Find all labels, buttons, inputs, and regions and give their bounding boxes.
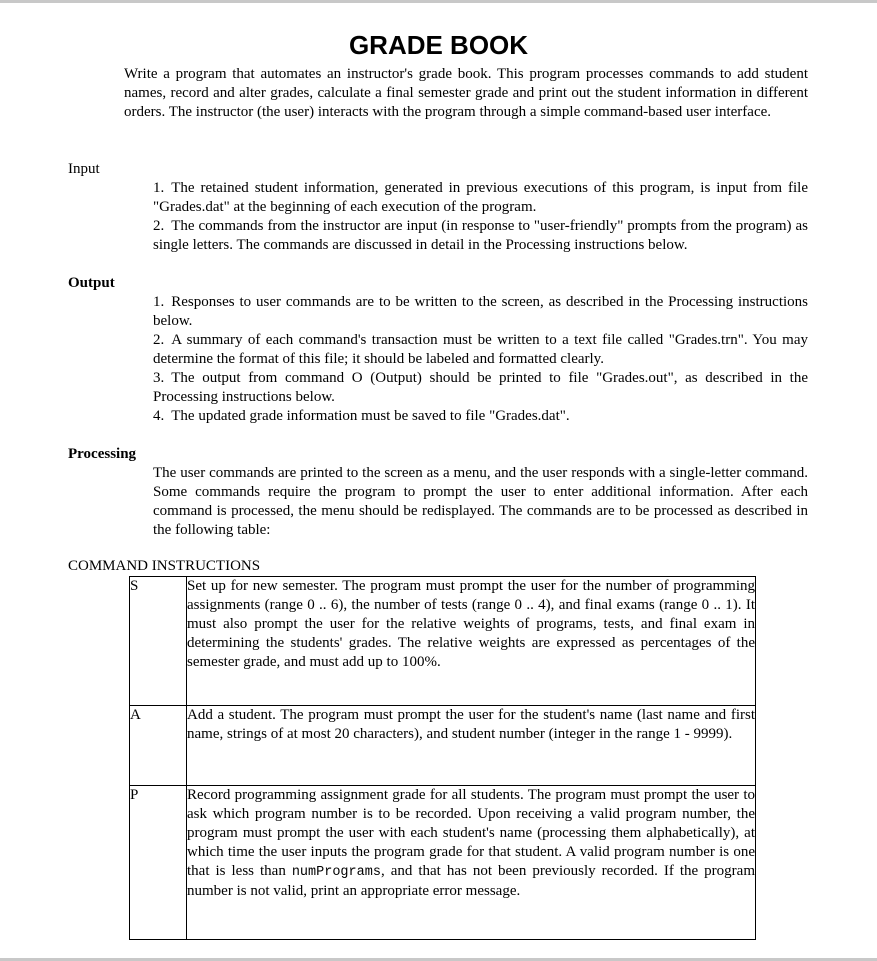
page-title: GRADE BOOK (348, 30, 529, 61)
output-list (153, 293, 808, 426)
command-instructions-heading: COMMAND INSTRUCTIONS (68, 558, 261, 574)
command-letter: P (130, 786, 187, 940)
command-description-text-end: , and that has not been previously recorded. If the program number is not valid, print an appropriate error message. (187, 863, 755, 899)
input-item-2-number: 2. (153, 218, 165, 234)
input-item-1 (153, 179, 808, 217)
input-item-1-text: The retained student information, generated in previous executions of this program, is input from file "Grades.dat" at the beginning of each execution of the program. (153, 180, 808, 215)
command-letter: A (130, 706, 187, 786)
output-item-4 (153, 407, 808, 426)
output-item-2-number: 2. (153, 332, 165, 348)
output-label: Output (68, 275, 115, 291)
processing-paragraph: The user commands are printed to the screen as a menu, and the user responds with a single-letter command. Some commands require the program to prompt the user to enter additional information. After each command is processed, the menu should be redisplayed. The commands are to be processed as described in the following table: (153, 465, 808, 538)
output-item-1-text: Responses to user commands are to be written to the screen, as described in the Processing instructions below. (153, 294, 808, 329)
command-description: Set up for new semester. The program must prompt the user for the number of programming assignments (range 0 .. 6), the number of tests (range 0 .. 4), and final exams (range 0 .. 1). It must also prompt the user for the relative weights of programs, tests, and final exam in determining the students' grades. The relative weights are expressed as percentages of the semester grade, and must add up to 100%. (187, 577, 756, 706)
input-item-1-number: 1. (153, 180, 165, 196)
command-description (187, 786, 756, 940)
output-item-3 (153, 369, 808, 407)
output-item-1 (153, 293, 808, 331)
output-item-4-text: The updated grade information must be saved to file "Grades.dat". (171, 408, 570, 424)
command-letter: S (130, 577, 187, 706)
output-item-2-text: A summary of each command's transaction must be written to a text file called "Grades.trn". You may determine the format of this file; it should be labeled and formatted clearly. (153, 332, 808, 367)
command-description-text: Record programming assignment grade for all students. The program must prompt the user to ask which program number is to be recorded. Upon receiving a valid program number, the program must prompt the user with each student's name (processing them alphabetically), at which time the user inputs the program grade for that student. A valid program number is one that is less than (187, 787, 755, 879)
input-item-2-text: The commands from the instructor are input (in response to "user-friendly" prompts from the program) as single letters. The commands are discussed in detail in the Processing instructions below. (153, 218, 808, 253)
code-identifier: numPrograms (291, 865, 381, 880)
command-description: Add a student. The program must prompt the user for the student's name (last name and first name, strings of at most 20 characters), and student number (integer in the range 1 - 9999). (187, 706, 756, 786)
command-row-s (130, 577, 756, 706)
input-item-2 (153, 217, 808, 255)
output-item-4-number: 4. (153, 408, 165, 424)
input-list (153, 179, 808, 255)
intro-paragraph: Write a program that automates an instructor's grade book. This program processes commands to add student names, record and alter grades, calculate a final semester grade and print out the student information in different orders. The instructor (the user) interacts with the program through a simple command-based user interface. (124, 66, 808, 120)
command-table (129, 576, 756, 940)
top-border (0, 0, 877, 3)
processing-label: Processing (68, 446, 137, 462)
output-item-3-text: The output from command O (Output) should be printed to file "Grades.out", as described in the Processing instructions below. (153, 370, 808, 405)
output-item-2 (153, 331, 808, 369)
input-label: Input (68, 161, 100, 177)
output-item-1-number: 1. (153, 294, 165, 310)
command-row-p (130, 786, 756, 940)
output-item-3-number: 3. (153, 370, 165, 386)
command-row-a (130, 706, 756, 786)
